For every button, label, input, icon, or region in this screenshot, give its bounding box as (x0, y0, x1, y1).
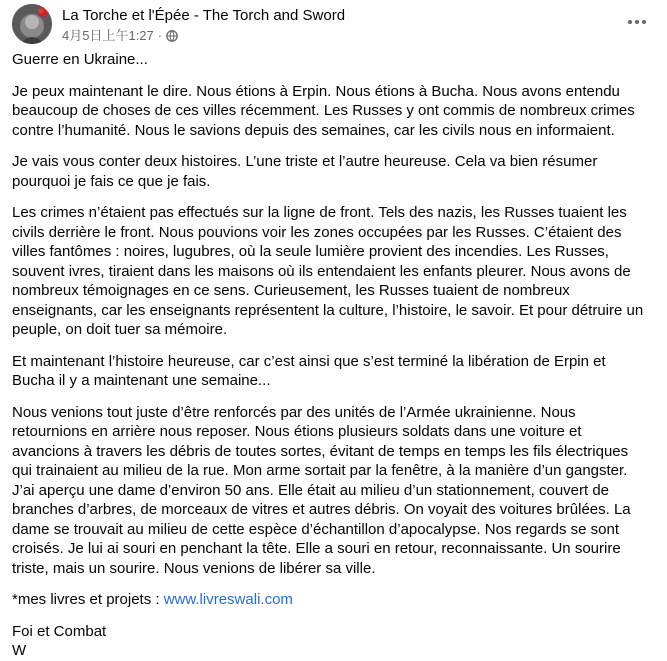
post-paragraph-2: Je peux maintenant le dire. Nous étions à Erpin. Nous étions à Bucha. Nous avons entendu beaucoup de choses de ces villes récemment. Les Russes y ont commis de nombreux crimes contre l’humanité. Nous le savions depuis des semaines, car les civils nous en informaient. (12, 82, 635, 139)
signature-line-2: W (12, 642, 27, 659)
post-paragraph-3: Je vais vous conter deux histoires. L’une triste et l’autre heureuse. Cela va bien résumer pourquoi je fais ce que je fais. (12, 153, 598, 190)
page-name[interactable]: La Torche et l'Épée - The Torch and Sword (62, 7, 346, 24)
post-body (12, 50, 655, 661)
post-meta (62, 6, 345, 44)
post-header (12, 0, 655, 50)
more-options-icon[interactable] (621, 10, 653, 34)
page-avatar[interactable] (12, 4, 52, 44)
signature-line-1: Foi et Combat (12, 622, 107, 640)
post-paragraph-6: Nous venions tout juste d’être renforcés par des unités de l’Armée ukrainienne. Nous retournions en arrière nous reposer. Nous étions plusieurs soldats dans une voiture et avancions à travers les débris de toutes sortes, évitant de temps en temps les fils électriques qui trainaient au milieu de la rue. Mon arme sortait par la fenêtre, à la manière d’un gangster. J’ai aperçu une dame d’environ 50 ans. Elle était au milieu d’un stationnement, couvert de branches d’arbres, de morceaux de vitres et autres débris. On voyait des voitures brûlées. La dame se trouvait au milieu de cette espèce d’échantillon d’apocalypse. Nos regards se sont croisés. Je lui ai souri en penchant la tête. Elle a souri en retour, reconnaissante. Un sourire triste, mais un sourire. Nous venions de libérer sa ville. (12, 403, 631, 577)
globe-icon[interactable] (166, 30, 178, 42)
post-subline (62, 28, 345, 44)
avatar-image (12, 4, 52, 44)
books-label: *mes livres et projets : (12, 591, 164, 608)
post-paragraph-7 (12, 590, 651, 610)
post-paragraph-5: Et maintenant l’histoire heureuse, car c’est ainsi que s’est terminé la libération de Erpin et Bucha il y a maintenant une semaine... (12, 352, 606, 389)
post-paragraph-4: Les crimes n’étaient pas effectués sur la ligne de front. Tels des nazis, les Russes tuaient les civils derrière le front. Nous pouvions voir les zones occupées par les Russes. C’étaient des villes fantômes : noires, lugubres, où la seule lumière provient des incendies. Les Russes, souvent ivres, tiraient dans les maisons où ils entendaient les enfants pleurer. Nous avons de nombreux témoignages en ce sens. Curieusement, les Russes tuaient de nombreux enseignants, car les enseignants représentent la culture, l’histoire, le savoir. Et pour détruire un peuple, on doit tuer sa mémoire. (12, 204, 644, 338)
separator: · (157, 28, 163, 43)
post-timestamp[interactable]: 4月5日上午1:27 (62, 28, 154, 43)
website-link[interactable]: www.livreswali.com (163, 591, 293, 608)
post-signature (12, 622, 651, 661)
post-paragraph-1: Guerre en Ukraine... (12, 51, 148, 68)
